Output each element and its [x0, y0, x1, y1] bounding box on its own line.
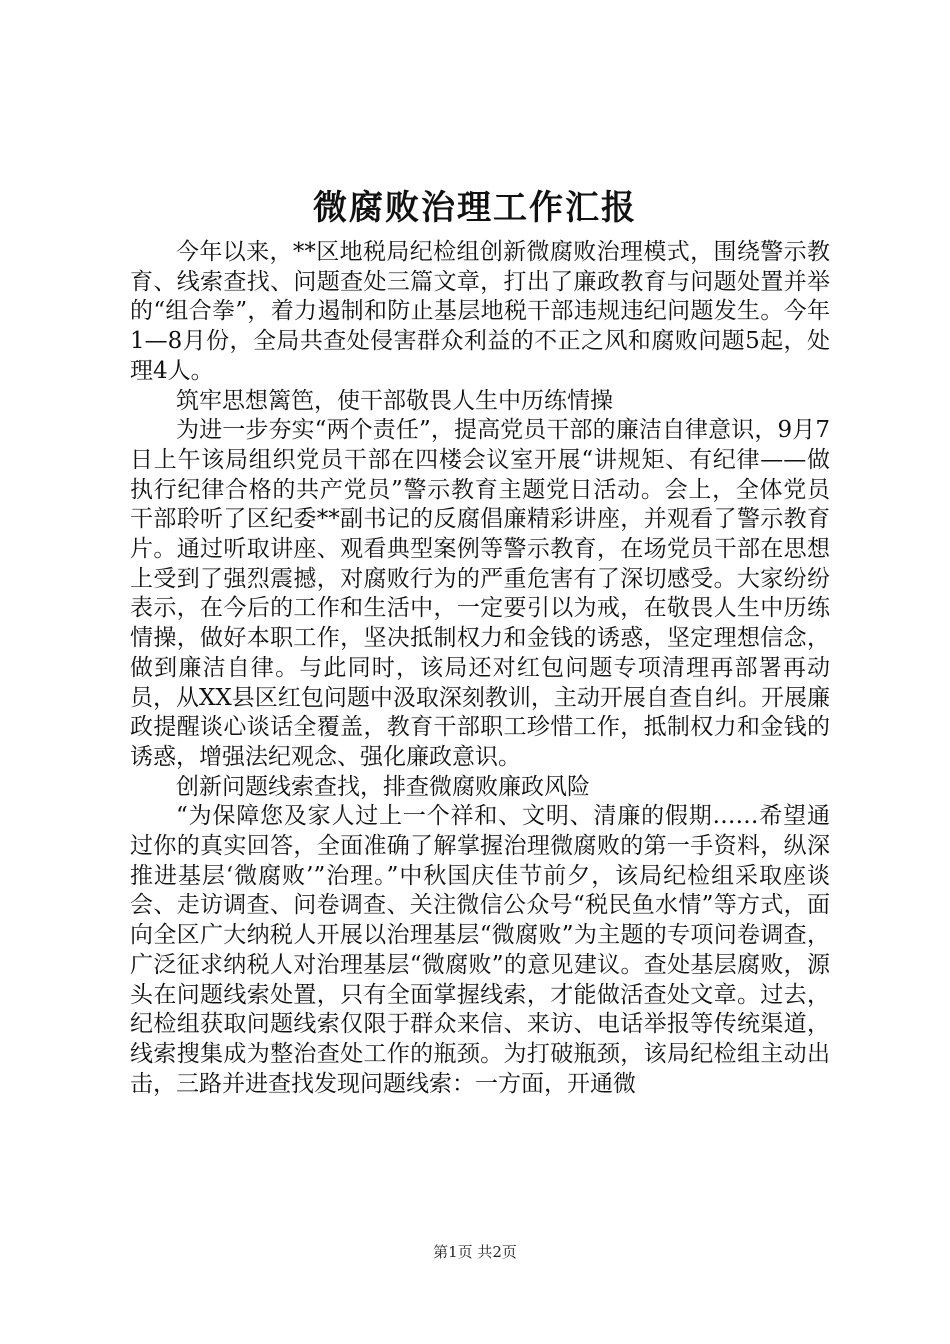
document-body — [130, 238, 830, 1099]
section-heading-2: 创新问题线索查找，排查微腐败廉政风险 — [176, 773, 590, 800]
document-title: 微腐败治理工作汇报 — [313, 188, 637, 228]
section-heading-1: 筑牢思想篱笆，使干部敬畏人生中历练情操 — [176, 387, 613, 414]
paragraph-clue-search: “为保障您及家人过上一个祥和、文明、清廉的假期……希望通过你的真实回答，全面准确了解掌握治理微腐败的第一手资料，纵深推进基层‘微腐败’”治理。”中秋国庆佳节前夕，该局纪检组采取座谈会、走访调查、问卷调查、关注微信公众号“税民鱼水情”等方式，面向全区广大纳税人开展以治理基层“微腐败”为主题的专项问卷调查，广泛征求纳税人对治理基层“微腐败”的意见建议。查处基层腐败，源头在问题线索处置，只有全面掌握线索，才能做活查处文章。过去，纪检组获取问题线索仅限于群众来信、来访、电话举报等传统渠道，线索搜集成为整治查处工作的瓶颈。为打破瓶颈，该局纪检组主动出击，三路并进查找发现问题线索：一方面，开通微 — [130, 803, 830, 1097]
paragraph-intro: 今年以来，**区地税局纪检组创新微腐败治理模式，围绕警示教育、线索查找、问题查处三篇文章，打出了廉政教育与问题处置并举的“组合拳”，着力遏制和防止基层地税干部违规违纪问题发生。今年1—8月份，全局共查处侵害群众利益的不正之风和腐败问题5起，处理4人。 — [130, 239, 830, 384]
page-number-footer: 第1页 共2页 — [433, 1243, 517, 1261]
paragraph-warning-education: 为进一步夯实“两个责任”，提高党员干部的廉洁自律意识，9月7日上午该局组织党员干部在四楼会议室开展“讲规矩、有纪律——做执行纪律合格的共产党员”警示教育主题党日活动。会上，全体党员干部聆听了区纪委**副书记的反腐倡廉精彩讲座，并观看了警示教育片。通过听取讲座、观看典型案例等警示教育，在场党员干部在思想上受到了强烈震撼，对腐败行为的严重危害有了深切感受。大家纷纷表示，在今后的工作和生活中，一定要引以为戒，在敬畏人生中历练情操，做好本职工作，坚决抵制权力和金钱的诱惑，坚定理想信念，做到廉洁自律。与此同时，该局还对红包问题专项清理再部署再动员，从XX县区红包问题中汲取深刻教训，主动开展自查自纠。开展廉政提醒谈心谈话全覆盖，教育干部职工珍惜工作，抵制权力和金钱的诱惑，增强法纪观念、强化廉政意识。 — [130, 417, 830, 770]
